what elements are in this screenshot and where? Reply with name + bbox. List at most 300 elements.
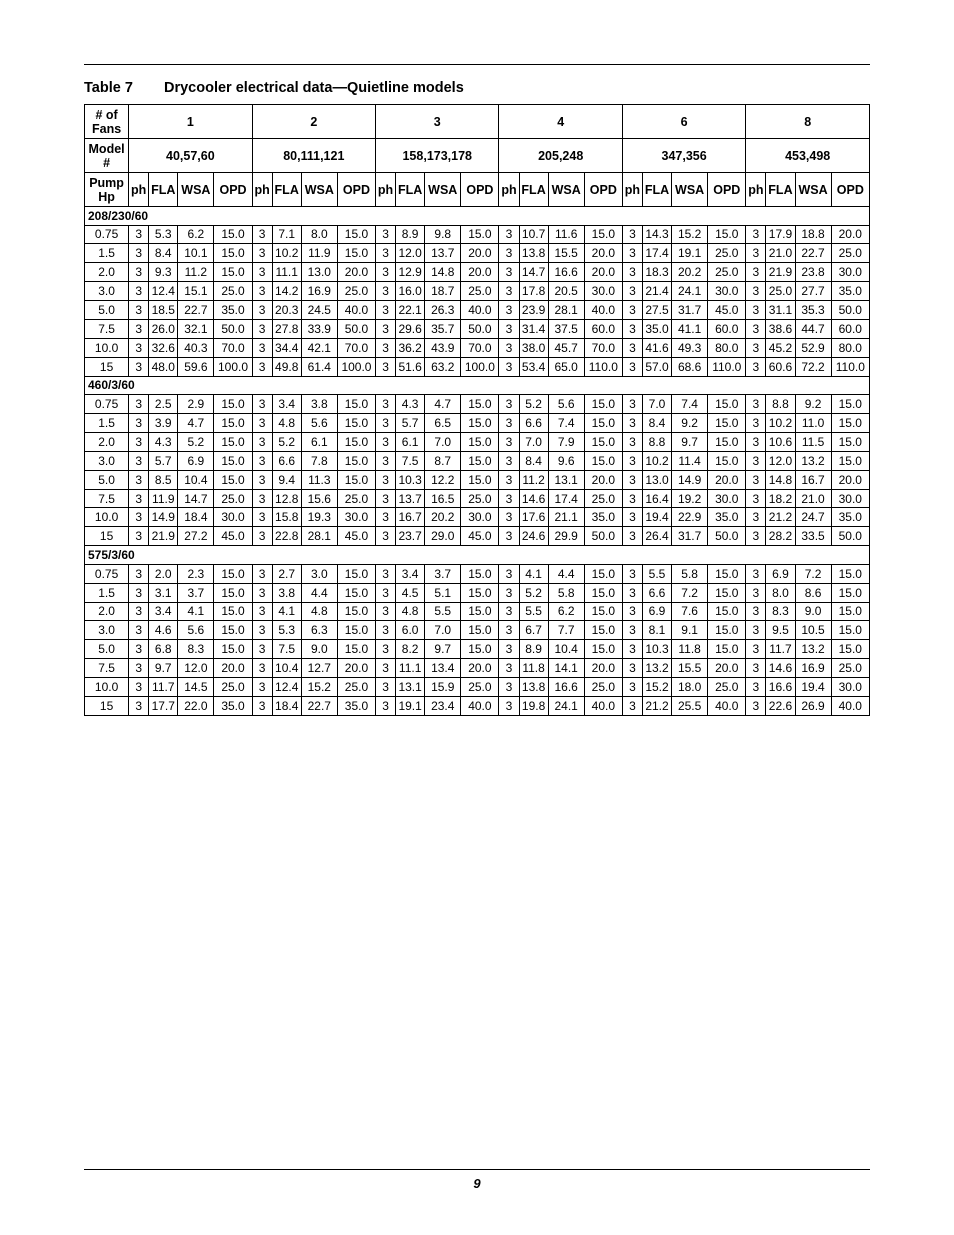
data-cell: 3 [376,527,396,546]
data-cell: 3 [746,357,766,376]
data-cell: 6.8 [149,640,178,659]
data-cell: 19.1 [672,244,708,263]
data-cell: 14.7 [178,489,214,508]
data-cell: 40.0 [831,696,869,715]
data-cell: 13.8 [519,244,548,263]
data-cell: 35.0 [337,696,375,715]
data-cell: 3 [252,395,272,414]
data-cell: 35.0 [708,508,746,527]
fans-count-cell: 1 [129,105,252,139]
data-cell: 20.0 [708,659,746,678]
data-cell: 5.6 [178,621,214,640]
data-cell: 23.9 [519,301,548,320]
data-cell: 24.6 [519,527,548,546]
data-cell: 7.2 [672,583,708,602]
data-cell: 5.2 [519,583,548,602]
column-header-opd: OPD [214,173,252,207]
data-cell: 15.0 [461,564,499,583]
data-cell: 20.0 [461,659,499,678]
data-cell: 14.5 [178,678,214,697]
data-cell: 33.5 [795,527,831,546]
data-cell: 15.0 [337,432,375,451]
pump-hp-cell: 7.5 [85,489,129,508]
data-cell: 3 [746,263,766,282]
data-cell: 3 [746,225,766,244]
pump-row-header: Pump Hp [85,173,129,207]
data-cell: 3 [499,244,519,263]
data-cell: 3.8 [272,583,301,602]
data-cell: 3 [622,621,642,640]
data-cell: 3 [129,451,149,470]
data-cell: 72.2 [795,357,831,376]
column-header-ph: ph [622,173,642,207]
data-cell: 3 [746,583,766,602]
data-cell: 6.3 [301,621,337,640]
data-cell: 6.0 [396,621,425,640]
data-cell: 15.0 [214,470,252,489]
data-cell: 3 [499,282,519,301]
data-cell: 3 [252,432,272,451]
table-row [85,527,870,546]
data-cell: 60.0 [831,319,869,338]
data-cell: 9.2 [672,414,708,433]
data-cell: 28.1 [548,301,584,320]
data-cell: 25.0 [214,678,252,697]
data-cell: 3 [499,527,519,546]
data-cell: 3 [499,602,519,621]
table-row [85,564,870,583]
data-cell: 30.0 [461,508,499,527]
data-cell: 4.6 [149,621,178,640]
data-cell: 11.9 [149,489,178,508]
data-cell: 6.9 [178,451,214,470]
voltage-section-label: 575/3/60 [85,546,870,565]
table-row [85,319,870,338]
data-cell: 50.0 [337,319,375,338]
data-cell: 3 [746,395,766,414]
data-cell: 9.0 [301,640,337,659]
column-header-wsa: WSA [178,173,214,207]
data-cell: 20.0 [584,470,622,489]
data-cell: 3 [376,659,396,678]
data-cell: 15.0 [708,640,746,659]
data-cell: 16.6 [548,678,584,697]
data-cell: 3 [622,357,642,376]
data-cell: 20.0 [461,244,499,263]
column-header-wsa: WSA [425,173,461,207]
data-cell: 3 [376,319,396,338]
data-cell: 3 [252,527,272,546]
data-cell: 15.0 [214,263,252,282]
data-cell: 3 [252,564,272,583]
data-cell: 15.0 [214,640,252,659]
data-cell: 3 [376,678,396,697]
data-cell: 4.8 [272,414,301,433]
data-cell: 12.2 [425,470,461,489]
data-cell: 2.5 [149,395,178,414]
data-cell: 3.0 [301,564,337,583]
data-cell: 19.2 [672,489,708,508]
data-cell: 30.0 [831,263,869,282]
data-cell: 28.1 [301,527,337,546]
table-row [85,602,870,621]
data-cell: 15.0 [337,451,375,470]
model-numbers-cell: 40,57,60 [129,139,252,173]
data-cell: 70.0 [337,338,375,357]
data-cell: 12.0 [396,244,425,263]
data-cell: 15.0 [337,395,375,414]
data-cell: 26.3 [425,301,461,320]
data-cell: 3 [252,583,272,602]
data-cell: 15.0 [337,602,375,621]
data-cell: 15.0 [708,225,746,244]
data-cell: 7.0 [425,621,461,640]
data-cell: 8.4 [149,244,178,263]
data-cell: 70.0 [584,338,622,357]
data-cell: 16.9 [301,282,337,301]
pump-hp-cell: 2.0 [85,263,129,282]
column-header-opd: OPD [584,173,622,207]
data-cell: 15.0 [337,470,375,489]
data-cell: 63.2 [425,357,461,376]
data-cell: 110.0 [831,357,869,376]
data-cell: 8.1 [642,621,671,640]
data-cell: 6.9 [642,602,671,621]
data-cell: 15.0 [708,583,746,602]
data-cell: 3 [376,583,396,602]
data-cell: 27.2 [178,527,214,546]
data-cell: 110.0 [584,357,622,376]
data-cell: 21.9 [766,263,795,282]
data-cell: 17.7 [149,696,178,715]
data-cell: 3 [499,414,519,433]
data-cell: 27.7 [795,282,831,301]
data-cell: 13.7 [425,244,461,263]
data-cell: 33.9 [301,319,337,338]
data-cell: 22.7 [178,301,214,320]
data-cell: 3 [746,640,766,659]
data-cell: 5.2 [178,432,214,451]
data-cell: 5.3 [272,621,301,640]
data-cell: 3 [746,282,766,301]
data-cell: 15.0 [337,225,375,244]
data-cell: 3 [746,244,766,263]
voltage-section-label: 460/3/60 [85,376,870,395]
column-header-wsa: WSA [795,173,831,207]
data-cell: 20.0 [584,244,622,263]
data-cell: 23.4 [425,696,461,715]
data-cell: 3 [622,508,642,527]
data-cell: 32.1 [178,319,214,338]
data-cell: 3 [376,451,396,470]
column-header-opd: OPD [461,173,499,207]
data-cell: 49.3 [672,338,708,357]
data-cell: 5.1 [425,583,461,602]
column-header-opd: OPD [831,173,869,207]
data-cell: 40.3 [178,338,214,357]
data-cell: 3 [129,414,149,433]
data-cell: 21.2 [642,696,671,715]
data-cell: 14.9 [672,470,708,489]
data-cell: 16.4 [642,489,671,508]
data-cell: 16.6 [548,263,584,282]
data-cell: 3 [622,451,642,470]
data-cell: 45.0 [337,527,375,546]
data-cell: 4.1 [178,602,214,621]
data-cell: 41.6 [642,338,671,357]
data-cell: 10.2 [642,451,671,470]
data-cell: 20.0 [214,659,252,678]
data-cell: 17.6 [519,508,548,527]
data-cell: 14.6 [766,659,795,678]
data-cell: 34.4 [272,338,301,357]
data-cell: 21.0 [795,489,831,508]
data-cell: 15.0 [461,432,499,451]
data-cell: 3 [622,602,642,621]
data-cell: 15.0 [831,583,869,602]
data-cell: 3 [252,678,272,697]
column-header-opd: OPD [337,173,375,207]
data-cell: 3 [622,414,642,433]
data-cell: 25.0 [831,659,869,678]
data-cell: 12.0 [766,451,795,470]
pump-hp-cell: 3.0 [85,621,129,640]
table-caption [84,80,464,96]
data-cell: 26.9 [795,696,831,715]
data-cell: 3 [499,696,519,715]
data-cell: 3 [746,470,766,489]
data-cell: 21.4 [642,282,671,301]
data-cell: 3 [622,678,642,697]
data-cell: 12.9 [396,263,425,282]
column-header-ph: ph [499,173,519,207]
bottom-rule [84,1169,870,1170]
data-cell: 3 [252,621,272,640]
data-cell: 20.0 [337,263,375,282]
column-header-fla: FLA [766,173,795,207]
data-cell: 14.1 [548,659,584,678]
data-cell: 26.0 [149,319,178,338]
data-cell: 15.0 [214,414,252,433]
data-cell: 15.0 [214,564,252,583]
data-cell: 3 [746,414,766,433]
data-cell: 4.3 [396,395,425,414]
pump-hp-cell: 2.0 [85,432,129,451]
pump-hp-cell: 3.0 [85,282,129,301]
table-row [85,470,870,489]
data-cell: 3 [622,225,642,244]
data-cell: 3 [499,357,519,376]
data-cell: 5.5 [425,602,461,621]
data-cell: 22.6 [766,696,795,715]
model-row-header: Model # [85,139,129,173]
data-cell: 4.5 [396,583,425,602]
table-row [85,244,870,263]
data-cell: 15.0 [214,432,252,451]
pump-hp-cell: 2.0 [85,602,129,621]
data-cell: 5.2 [272,432,301,451]
model-numbers-cell: 347,356 [622,139,745,173]
data-cell: 7.5 [272,640,301,659]
data-cell: 8.9 [396,225,425,244]
data-cell: 10.7 [519,225,548,244]
data-cell: 14.3 [642,225,671,244]
data-cell: 3 [499,301,519,320]
data-cell: 3 [622,338,642,357]
data-cell: 3 [499,621,519,640]
data-cell: 3 [746,508,766,527]
data-cell: 3 [129,527,149,546]
pump-hp-cell: 0.75 [85,225,129,244]
data-cell: 3 [252,225,272,244]
data-cell: 3 [376,282,396,301]
data-cell: 20.3 [272,301,301,320]
data-cell: 4.1 [272,602,301,621]
data-cell: 2.0 [149,564,178,583]
data-cell: 37.5 [548,319,584,338]
data-cell: 13.0 [301,263,337,282]
data-cell: 4.1 [519,564,548,583]
data-cell: 23.7 [396,527,425,546]
data-cell: 3 [499,659,519,678]
data-cell: 60.0 [708,319,746,338]
data-cell: 11.6 [548,225,584,244]
data-cell: 23.8 [795,263,831,282]
data-cell: 13.1 [396,678,425,697]
section-header-row [85,207,870,226]
data-cell: 14.6 [519,489,548,508]
data-cell: 3.4 [396,564,425,583]
data-cell: 3 [746,659,766,678]
data-cell: 22.7 [795,244,831,263]
data-cell: 70.0 [214,338,252,357]
data-cell: 25.0 [461,489,499,508]
data-cell: 20.0 [584,263,622,282]
pump-hp-cell: 1.5 [85,414,129,433]
data-cell: 9.4 [272,470,301,489]
data-cell: 35.0 [584,508,622,527]
data-cell: 3.8 [301,395,337,414]
data-cell: 35.0 [214,696,252,715]
data-cell: 9.1 [672,621,708,640]
data-cell: 7.5 [396,451,425,470]
data-cell: 13.2 [642,659,671,678]
data-cell: 3.1 [149,583,178,602]
data-cell: 25.0 [214,282,252,301]
table-row [85,225,870,244]
data-cell: 7.7 [548,621,584,640]
data-cell: 9.6 [548,451,584,470]
data-cell: 15.0 [831,640,869,659]
pump-hp-cell: 3.0 [85,451,129,470]
data-cell: 3 [746,451,766,470]
data-cell: 19.3 [301,508,337,527]
pump-hp-cell: 1.5 [85,244,129,263]
data-cell: 25.0 [708,678,746,697]
data-cell: 3 [129,357,149,376]
data-cell: 15.0 [584,583,622,602]
data-cell: 9.7 [672,432,708,451]
data-cell: 15.0 [584,602,622,621]
data-cell: 11.5 [795,432,831,451]
data-cell: 3 [376,696,396,715]
data-cell: 15.0 [584,564,622,583]
data-cell: 16.7 [795,470,831,489]
data-cell: 3 [252,470,272,489]
data-cell: 3 [376,225,396,244]
data-cell: 30.0 [831,489,869,508]
data-cell: 35.0 [214,301,252,320]
data-cell: 8.4 [519,451,548,470]
data-cell: 3 [499,508,519,527]
data-cell: 15.0 [461,602,499,621]
data-cell: 5.6 [548,395,584,414]
data-cell: 14.2 [272,282,301,301]
data-cell: 50.0 [831,527,869,546]
data-cell: 6.7 [519,621,548,640]
column-header-fla: FLA [519,173,548,207]
data-cell: 100.0 [214,357,252,376]
data-cell: 3 [746,338,766,357]
data-cell: 25.0 [708,263,746,282]
data-cell: 17.4 [642,244,671,263]
data-cell: 61.4 [301,357,337,376]
data-cell: 5.8 [548,583,584,602]
data-cell: 11.0 [795,414,831,433]
data-cell: 22.1 [396,301,425,320]
data-cell: 2.9 [178,395,214,414]
data-cell: 20.0 [708,470,746,489]
data-cell: 15.8 [272,508,301,527]
data-cell: 15.0 [708,414,746,433]
data-cell: 5.8 [672,564,708,583]
data-cell: 15.0 [584,225,622,244]
data-cell: 24.5 [301,301,337,320]
data-cell: 3 [129,640,149,659]
data-cell: 43.9 [425,338,461,357]
data-cell: 10.2 [766,414,795,433]
data-cell: 45.0 [708,301,746,320]
fans-row-header: # of Fans [85,105,129,139]
column-header-row [85,173,870,207]
data-cell: 7.4 [548,414,584,433]
fans-count-cell: 4 [499,105,622,139]
data-cell: 20.0 [337,659,375,678]
data-cell: 15.0 [708,451,746,470]
data-cell: 15.0 [831,432,869,451]
data-cell: 40.0 [708,696,746,715]
column-header-wsa: WSA [548,173,584,207]
data-cell: 3 [622,696,642,715]
data-cell: 24.1 [672,282,708,301]
column-header-ph: ph [746,173,766,207]
data-cell: 15.0 [337,244,375,263]
data-cell: 44.7 [795,319,831,338]
data-cell: 8.0 [301,225,337,244]
data-cell: 3 [499,564,519,583]
data-cell: 31.4 [519,319,548,338]
data-cell: 57.0 [642,357,671,376]
column-header-ph: ph [129,173,149,207]
data-cell: 6.6 [642,583,671,602]
data-cell: 7.1 [272,225,301,244]
data-cell: 7.9 [548,432,584,451]
data-cell: 15.0 [461,470,499,489]
data-cell: 40.0 [584,301,622,320]
data-cell: 15.0 [708,602,746,621]
data-cell: 3 [376,621,396,640]
data-cell: 24.7 [795,508,831,527]
